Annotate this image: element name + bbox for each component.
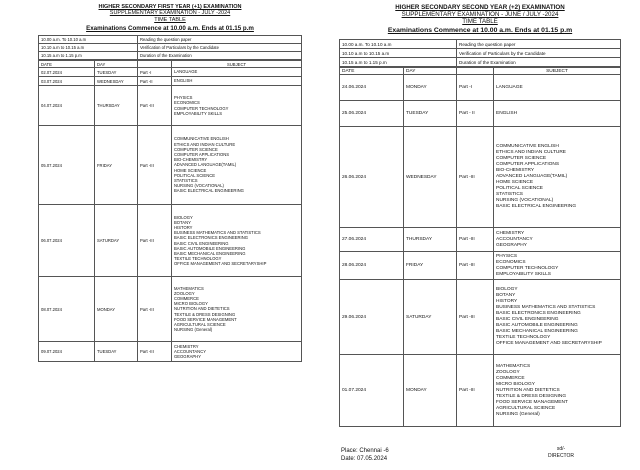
cell-part: Part -I [457,75,494,101]
subject-name: ETHICS AND INDIAN CULTURE [496,150,567,156]
subject-name: COMPUTER SCIENCE [174,146,218,152]
cell-date: 24.06.2024 [340,75,404,101]
cell-date: 08.07.2024 [39,277,95,342]
cell-part: Part -III [457,228,494,252]
subject-name: NURSING (VOCATIONAL) [496,198,554,204]
cell-subjects [172,205,302,277]
subject-name: BASIC ELECTRICAL ENGINEERING [496,204,577,210]
timing-row [39,52,302,60]
schedule-row [340,75,621,101]
subject-name: EMPLOYABILITY SKILLS [496,271,552,277]
cell-subjects [172,342,302,362]
cell-part: Part -III [138,277,172,342]
cell-part: Part -III [457,127,494,228]
footer-signature [548,446,574,459]
subject-name: BOTANY [496,293,516,299]
right-header-subject: SUBJECT [494,68,621,75]
subject-name: COMMERCE [496,375,525,381]
subject-name: PHYSICS [496,253,518,259]
subject-name: ZOOLOGY [496,369,520,375]
cell-subjects [494,355,621,427]
subject-name: BIO-CHEMISTRY [174,157,208,163]
subject-name: BUSINESS MATHEMATICS AND STATISTICS [174,230,261,236]
timing-time: 10.10 a.m to 10.15 a.m [340,49,457,58]
subject-name: COMPUTER APPLICATIONS [174,152,230,158]
cell-part: Part -I [138,68,172,77]
left-header [38,4,302,32]
schedule-row [39,205,302,277]
right-header [339,4,621,35]
subject-name: BASIC ELECTRONICS ENGINEERING [174,235,248,241]
subject-name: TEXTILE TECHNOLOGY [174,256,222,262]
right-timing-table [339,39,621,67]
subject-name: GEOGRAPHY [496,242,527,248]
subject-name: COMMUNICATIVE ENGLISH [496,144,559,150]
subject-name: MATHEMATICS [496,363,531,369]
schedule-row [340,252,621,280]
cell-day: MONDAY [95,277,138,342]
timing-row [340,58,621,67]
timing-time: 10.00 a.m. To 10.10 a.m [39,36,138,44]
cell-day: THURSDAY [95,86,138,126]
subject-name: AGRICULTURAL SCIENCE [174,322,226,328]
left-header-date: DATE [39,61,95,68]
timing-description: Verification of Particulars by the Candidate [138,44,302,52]
subject-name: ADVANCED LANGUAGE(TAMIL) [174,162,237,168]
cell-subjects [172,77,302,86]
cell-day: SATURDAY [404,280,457,355]
cell-day: FRIDAY [95,126,138,205]
schedule-row [340,101,621,127]
cell-day: THURSDAY [404,228,457,252]
timing-description: Verification of Particulars by the Candidate [457,49,621,58]
right-subtitle: SUPPLEMENTARY EXAMINATION - JUNE / JULY -2024 [401,11,559,19]
left-timetable-label: TIME TABLE [154,16,186,23]
subject-name: COMMUNICATIVE ENGLISH [174,136,229,142]
schedule-row [39,77,302,86]
cell-subjects [494,101,621,127]
cell-part: Part -III [138,126,172,205]
subject-name: GEOGRAPHY [174,354,201,360]
right-commence-note: Examinations Commence at 10.00 a.m. Ends at 01.15 p.m [387,27,573,35]
footer-place-date [341,448,389,464]
schedule-row [39,126,302,205]
subject-name: OFFICE MANAGEMENT AND SECRETARYSHIP [174,261,267,267]
footer-place: Place: Chennai -6 [341,448,389,454]
subject-name: MICRO BIOLOGY [174,301,208,307]
cell-day: MONDAY [404,75,457,101]
cell-day: TUESDAY [95,342,138,362]
cell-date: 09.07.2024 [39,342,95,362]
schedule-row [39,86,302,126]
subject-name: PHYSICS [174,95,193,101]
timing-row [340,40,621,49]
schedule-row [39,277,302,342]
subject-name: ADVANCED LANGUAGE(TAMIL) [496,174,568,180]
subject-name: BIOLOGY [496,287,518,293]
schedule-row [340,228,621,252]
cell-date: 06.07.2024 [39,205,95,277]
cell-subjects [172,277,302,342]
subject-name: TEXTILE TECHNOLOGY [496,335,551,341]
subject-name: LANGUAGE [174,69,198,75]
subject-name: POLITICAL SCIENCE [174,172,216,178]
cell-date: 26.06.2024 [340,127,404,228]
subject-name: BASIC MECHANICAL ENGINEERING [174,250,246,256]
cell-date: 04.07.2024 [39,86,95,126]
right-timetable-label: TIME TABLE [462,18,498,26]
cell-subjects [494,280,621,355]
cell-subjects [494,127,621,228]
subject-name: BIO-CHEMISTRY [496,168,535,174]
cell-day: MONDAY [404,355,457,427]
subject-name: ACCOUNTANCY [496,236,533,242]
subject-name: BASIC AUTOMOBILE ENGINEERING [496,323,578,329]
footer-date: Date: 07.05.2024 [341,455,388,462]
subject-name: ECONOMICS [496,259,526,265]
subject-name: ENGLISH [174,78,193,84]
subject-name: EMPLOYABILITY SKILLS [174,110,223,116]
footer-designation: DIRECTOR [548,452,575,459]
first-year-timetable [38,4,302,362]
subject-name: ENGLISH [496,110,518,116]
cell-subjects [494,228,621,252]
subject-name: CHEMISTRY [496,230,525,236]
schedule-row [39,342,302,362]
cell-part: Part -III [457,355,494,427]
subject-name: BASIC MECHANICAL ENGINEERING [496,329,578,335]
cell-part: Part -III [457,280,494,355]
cell-date: 29.06.2024 [340,280,404,355]
right-schedule-table [339,67,621,427]
cell-subjects [172,126,302,205]
subject-name: STATISTICS [174,178,198,184]
subject-name: FOOD SERVICE MANAGEMENT [496,399,568,405]
right-title: HIGHER SECONDARY SECOND YEAR (+2) EXAMINATION [395,4,565,11]
subject-name: ECONOMICS [174,100,200,106]
cell-day: SATURDAY [95,205,138,277]
timing-time: 10.15 a.m to 1.15 p.m [340,58,457,67]
schedule-row [39,68,302,77]
subject-name: HOME SCIENCE [496,180,534,186]
subject-name: COMPUTER TECHNOLOGY [174,105,229,111]
subject-name: LANGUAGE [496,84,523,90]
subject-name: FOOD SERVICE MANAGEMENT [174,316,237,322]
cell-date: 28.06.2024 [340,252,404,280]
left-header-day: DAY [95,61,138,68]
cell-part: Part -III [138,342,172,362]
left-header-part [138,61,172,68]
subject-name: BOTANY [174,219,191,225]
timing-description: Duration of the Examination [457,58,621,67]
cell-part: Part - II [457,101,494,127]
timing-time: 10.15 a.m to 1.15 p.m [39,52,138,60]
subject-name: NURSING (General) [174,327,213,333]
subject-name: NUTRITION AND DIETETICS [174,306,230,312]
cell-date: 03.07.2024 [39,77,95,86]
second-year-timetable [339,4,621,427]
schedule-row [340,280,621,355]
cell-date: 25.06.2024 [340,101,404,127]
cell-day: TUESDAY [404,101,457,127]
schedule-row [340,355,621,427]
left-schedule-table [38,60,302,362]
subject-name: MICRO BIOLOGY [496,381,535,387]
subject-name: COMPUTER SCIENCE [496,156,547,162]
left-timing-table [38,35,302,60]
subject-name: BUSINESS MATHEMATICS AND STATISTICS [496,305,596,311]
timing-time: 10.10 a.m to 10.15 a.m [39,44,138,52]
subject-name: STATISTICS [496,192,524,198]
right-header-date: DATE [340,68,404,75]
schedule-row [340,127,621,228]
left-subtitle: SUPPLEMENTARY EXAMINATION - JULY -2024 [109,10,231,17]
timing-row [39,36,302,44]
subject-name: COMMERCE [174,296,199,302]
cell-subjects [494,252,621,280]
timing-row [340,49,621,58]
subject-name: HISTORY [174,224,193,230]
subject-name: BASIC ELECTRICAL ENGINEERING [174,188,244,194]
cell-date: 02.07.2024 [39,68,95,77]
footer-sign: sd/- [556,446,566,452]
cell-day: WEDNESDAY [404,127,457,228]
right-header-part [457,68,494,75]
subject-name: BASIC CIVIL ENGINEERING [174,240,229,246]
left-title: HIGHER SECONDARY FIRST YEAR (+1) EXAMINATION [98,4,242,10]
subject-name: ETHICS AND INDIAN CULTURE [174,141,236,147]
subject-name: BASIC AUTOMOBILE ENGINEERING [174,245,246,251]
cell-part: Part -III [138,86,172,126]
subject-name: BASIC CIVIL ENGINEERING [496,317,559,323]
subject-name: TEXTILE & DRESS DESIGNING [174,311,236,317]
cell-date: 05.07.2024 [39,126,95,205]
subject-name: CHEMISTRY [174,343,199,349]
subject-name: COMPUTER TECHNOLOGY [496,265,559,271]
cell-subjects [172,68,302,77]
subject-name: OFFICE MANAGEMENT AND SECRETARYSHIP [496,341,602,347]
subject-name: BIOLOGY [174,214,193,220]
cell-day: WEDNESDAY [95,77,138,86]
timing-time: 10.00 a.m. To 10.10 a.m [340,40,457,49]
cell-day: FRIDAY [404,252,457,280]
subject-name: MATHEMATICS [174,285,204,291]
subject-name: BASIC ELECTRONICS ENGINEERING [496,311,581,317]
subject-name: HOME SCIENCE [174,167,207,173]
subject-name: NURSING (General) [496,411,540,417]
cell-date: 01.07.2024 [340,355,404,427]
cell-part: Part -III [457,252,494,280]
subject-name: ACCOUNTANCY [174,348,207,354]
subject-name: HISTORY [496,299,518,305]
subject-name: NUTRITION AND DIETETICS [496,387,560,393]
left-commence-note: Examinations Commence at 10.00 a.m. Ends at 01.15 p.m [86,24,254,32]
timing-description: Reading the question paper [138,36,302,44]
right-header-day: DAY [404,68,457,75]
cell-subjects [172,86,302,126]
subject-name: AGRICULTURAL SCIENCE [496,405,556,411]
cell-date: 27.06.2024 [340,228,404,252]
timing-description: Reading the question paper [457,40,621,49]
left-header-subject: SUBJECT [172,61,302,68]
cell-part: Part -II [138,77,172,86]
subject-name: TEXTILE & DRESS DESIGNING [496,393,567,399]
timing-row [39,44,302,52]
subject-name: COMPUTER APPLICATIONS [496,162,560,168]
subject-name: NURSING (VOCATIONAL) [174,183,224,189]
subject-name: POLITICAL SCIENCE [496,186,544,192]
cell-subjects [494,75,621,101]
cell-day: TUESDAY [95,68,138,77]
timing-description: Duration of the Examination [138,52,302,60]
subject-name: ZOOLOGY [174,290,195,296]
cell-part: Part -III [138,205,172,277]
